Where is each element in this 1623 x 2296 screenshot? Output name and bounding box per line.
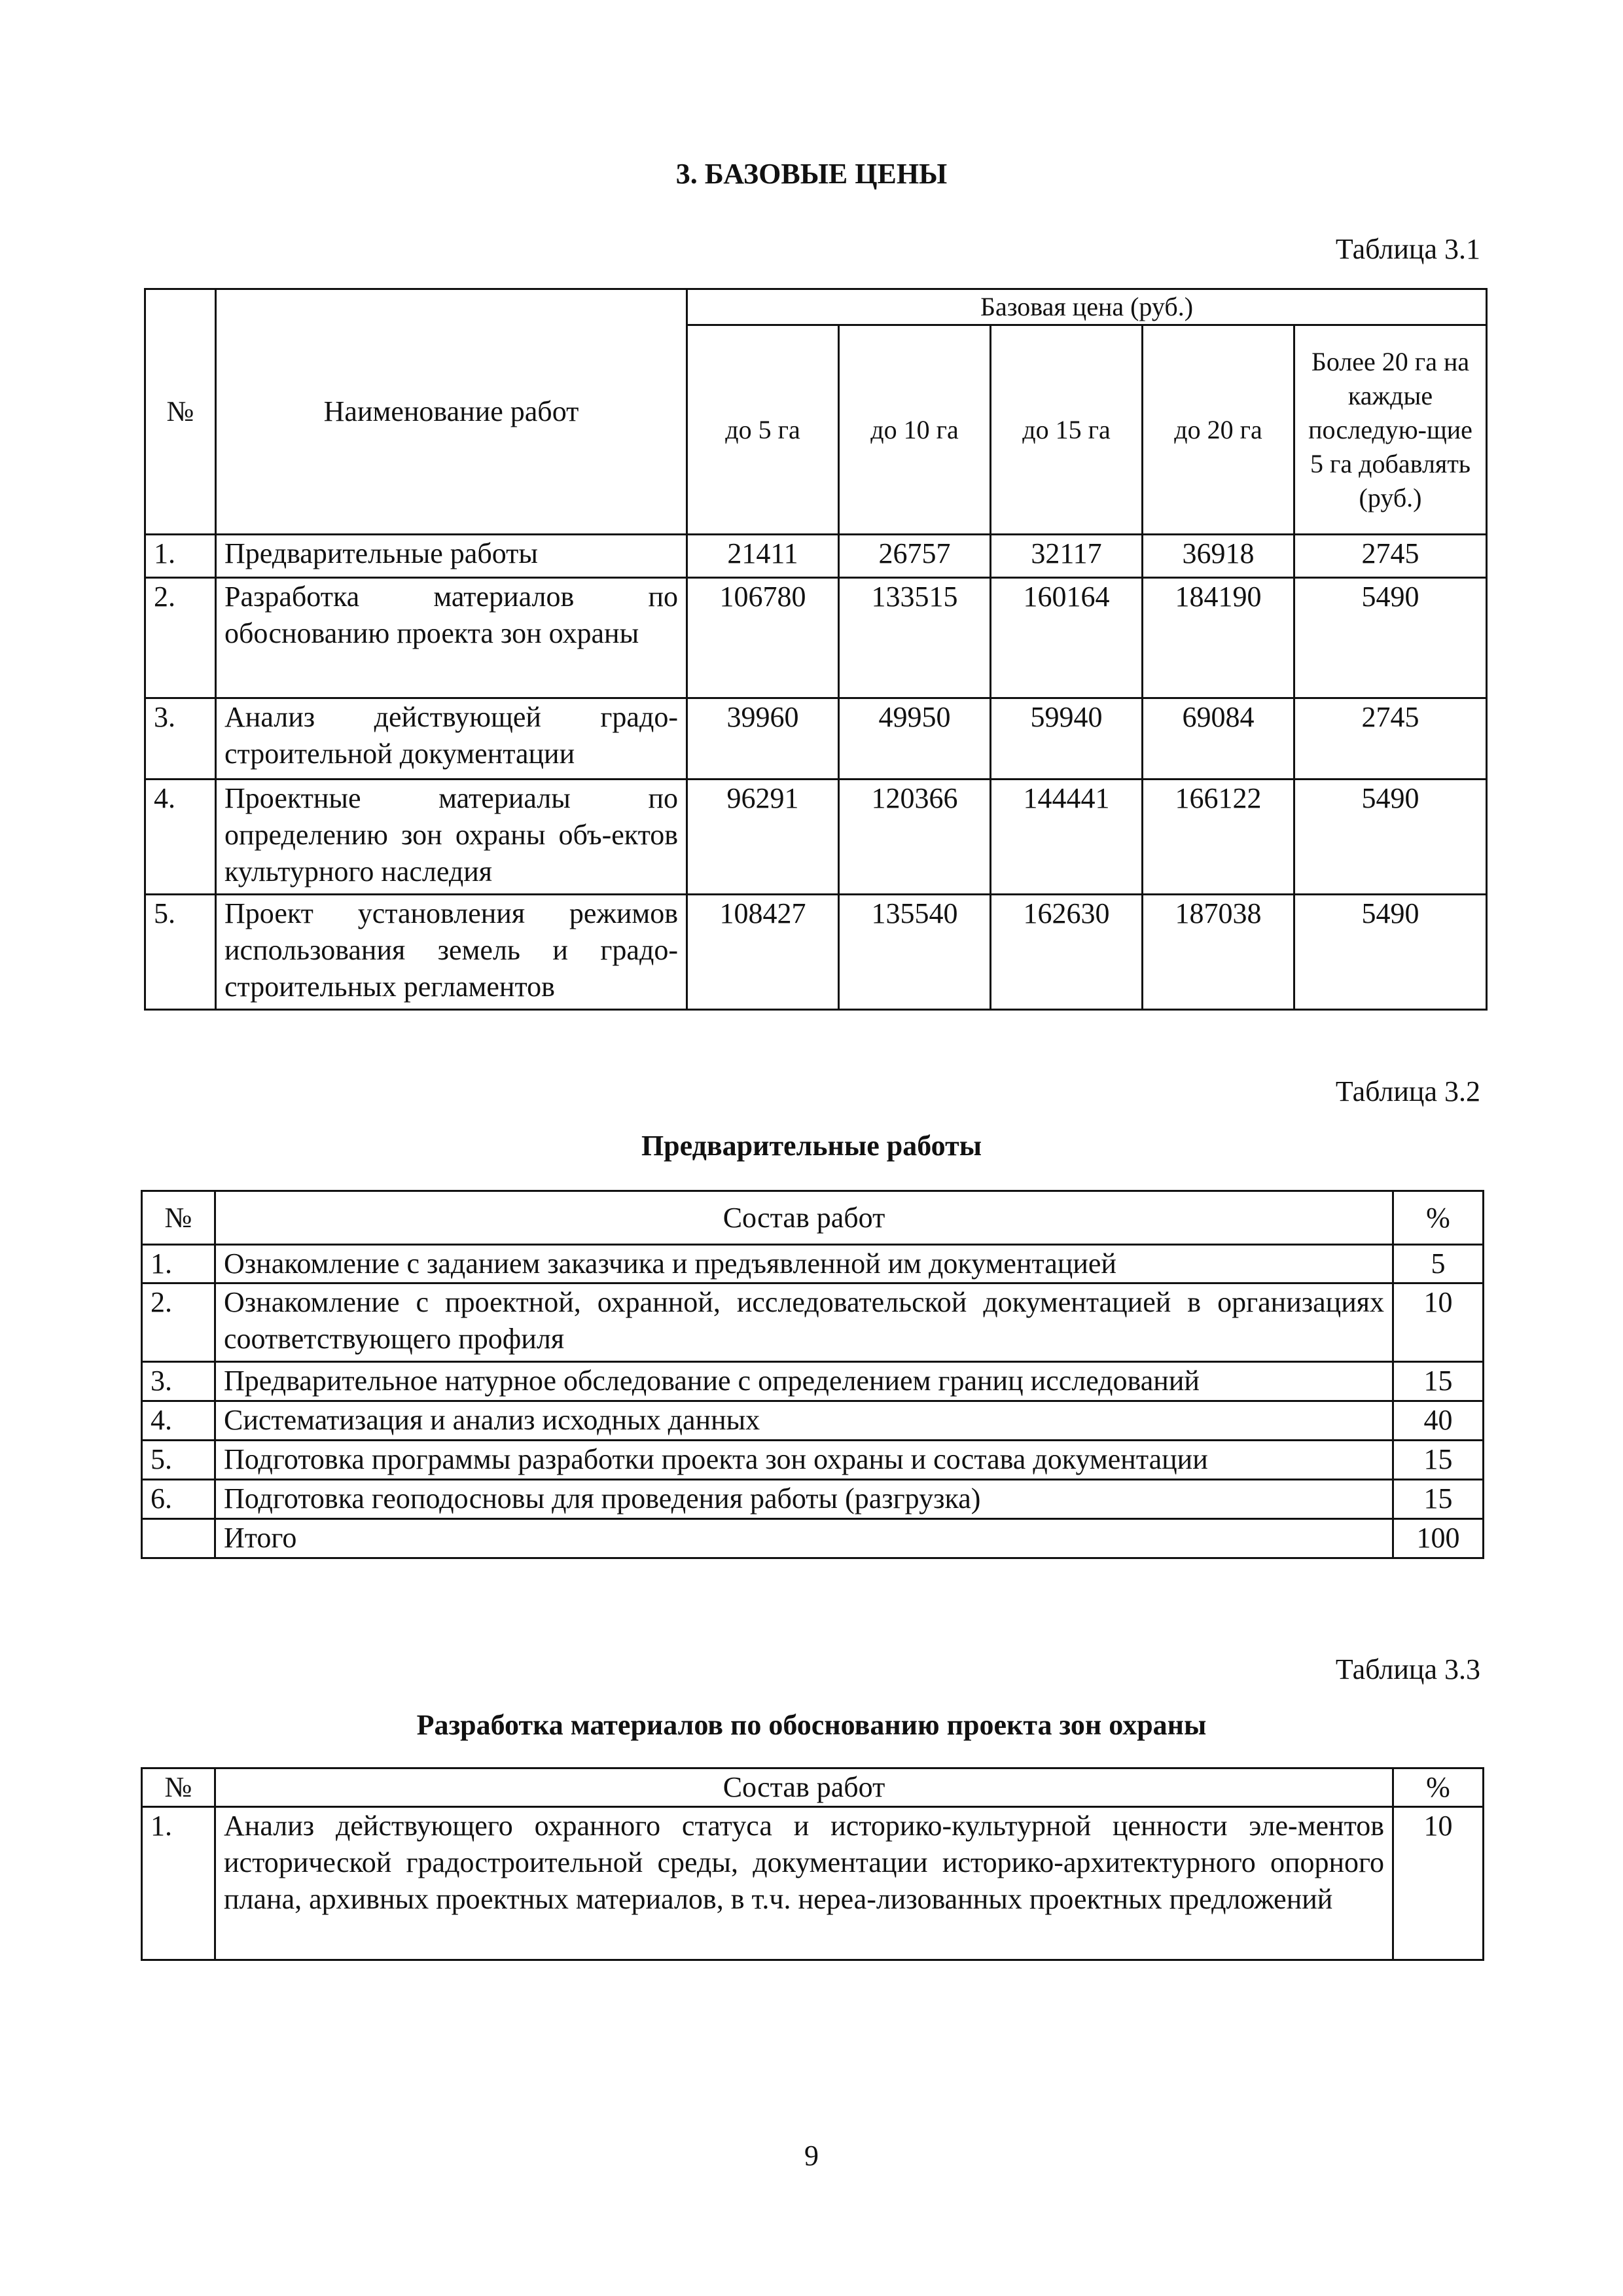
row-percent: 15	[1393, 1480, 1484, 1519]
row-percent: 15	[1393, 1441, 1484, 1480]
table-1-caption: Таблица 3.1	[1335, 233, 1480, 265]
row-work-name: Анализ действующей градо-строительной документации	[216, 698, 687, 780]
row-number: 4.	[142, 1401, 215, 1441]
header-percent: %	[1393, 1768, 1484, 1807]
table-row	[145, 578, 1487, 698]
protection-zone-works-table	[141, 1767, 1484, 1961]
row-number: 1.	[145, 535, 216, 578]
header-work: Состав работ	[215, 1768, 1393, 1807]
row-work: Систематизация и анализ исходных данных	[215, 1401, 1393, 1441]
price-15: 59940	[991, 698, 1143, 780]
table-row	[142, 1807, 1484, 1960]
price-over-20: 2745	[1294, 698, 1487, 780]
row-percent: 10	[1393, 1283, 1484, 1362]
price-over-20: 5490	[1294, 895, 1487, 1010]
row-percent: 10	[1393, 1807, 1484, 1960]
table-row	[142, 1441, 1484, 1480]
price-5: 108427	[687, 895, 839, 1010]
table-row	[145, 780, 1487, 895]
row-work: Подготовка геоподосновы для проведения работы (разгрузка)	[215, 1480, 1393, 1519]
row-number: 3.	[145, 698, 216, 780]
row-number: 3.	[142, 1362, 215, 1401]
row-work-name: Проектные материалы по определению зон охраны объ-ектов культурного наследия	[216, 780, 687, 895]
table-row	[142, 1283, 1484, 1362]
price-20: 187038	[1143, 895, 1294, 1010]
row-percent: 15	[1393, 1362, 1484, 1401]
price-10: 120366	[839, 780, 991, 895]
header-number: №	[142, 1191, 215, 1245]
table-row	[145, 698, 1487, 780]
section-title: 3. БАЗОВЫЕ ЦЕНЫ	[675, 158, 948, 190]
row-number: 1.	[142, 1807, 215, 1960]
price-10: 49950	[839, 698, 991, 780]
base-prices-table	[144, 288, 1488, 1011]
row-work-name: Разработка материалов по обоснованию проекта зон охраны	[216, 578, 687, 698]
header-percent: %	[1393, 1191, 1484, 1245]
row-number: 6.	[142, 1480, 215, 1519]
row-work: Анализ действующего охранного статуса и историко-культурной ценности эле-ментов исторической градостроительной среды, документации историко-архитектурного опорного плана, архивных проектных материалов, в т.ч. нереа-лизованных проектных предложений	[215, 1807, 1393, 1960]
row-percent: 40	[1393, 1401, 1484, 1441]
row-work: Ознакомление с проектной, охранной, исследовательской документацией в организациях соответствующего профиля	[215, 1283, 1393, 1362]
table-row	[145, 535, 1487, 578]
table-row	[142, 1362, 1484, 1401]
row-number: 5.	[145, 895, 216, 1010]
row-work: Подготовка программы разработки проекта зон охраны и состава документации	[215, 1441, 1393, 1480]
total-percent: 100	[1393, 1519, 1484, 1558]
price-5: 21411	[687, 535, 839, 578]
page-number: 9	[804, 2140, 819, 2172]
price-over-20: 2745	[1294, 535, 1487, 578]
price-10: 26757	[839, 535, 991, 578]
price-5: 39960	[687, 698, 839, 780]
table-3-caption: Таблица 3.3	[1335, 1653, 1480, 1685]
row-number: 2.	[145, 578, 216, 698]
price-5: 96291	[687, 780, 839, 895]
header-work: Состав работ	[215, 1191, 1393, 1245]
header-work-name: Наименование работ	[216, 289, 687, 535]
price-5: 106780	[687, 578, 839, 698]
price-10: 133515	[839, 578, 991, 698]
row-number	[142, 1519, 215, 1558]
price-15: 162630	[991, 895, 1143, 1010]
row-number: 1.	[142, 1245, 215, 1283]
header-up-to-15: до 15 га	[991, 325, 1143, 535]
price-10: 135540	[839, 895, 991, 1010]
row-percent: 5	[1393, 1245, 1484, 1283]
price-20: 36918	[1143, 535, 1294, 578]
table-row	[142, 1245, 1484, 1283]
table-row	[142, 1480, 1484, 1519]
row-number: 2.	[142, 1283, 215, 1362]
price-over-20: 5490	[1294, 578, 1487, 698]
table-2-caption: Таблица 3.2	[1335, 1075, 1480, 1107]
header-up-to-10: до 10 га	[839, 325, 991, 535]
table-row-total	[142, 1519, 1484, 1558]
price-20: 166122	[1143, 780, 1294, 895]
header-over-20: Более 20 га на каждые последую-щие 5 га добавлять (руб.)	[1294, 325, 1487, 535]
table-row	[145, 895, 1487, 1010]
header-base-price: Базовая цена (руб.)	[687, 289, 1487, 325]
price-15: 32117	[991, 535, 1143, 578]
header-number: №	[142, 1768, 215, 1807]
price-20: 184190	[1143, 578, 1294, 698]
price-over-20: 5490	[1294, 780, 1487, 895]
row-number: 4.	[145, 780, 216, 895]
table-3-title: Разработка материалов по обоснованию проекта зон охраны	[416, 1709, 1207, 1741]
row-work: Ознакомление с заданием заказчика и предъявленной им документацией	[215, 1245, 1393, 1283]
header-up-to-5: до 5 га	[687, 325, 839, 535]
header-number: №	[145, 289, 216, 535]
header-up-to-20: до 20 га	[1143, 325, 1294, 535]
row-work: Предварительное натурное обследование с определением границ исследований	[215, 1362, 1393, 1401]
price-15: 160164	[991, 578, 1143, 698]
row-number: 5.	[142, 1441, 215, 1480]
table-row	[142, 1401, 1484, 1441]
row-work-name: Предварительные работы	[216, 535, 687, 578]
price-15: 144441	[991, 780, 1143, 895]
row-work-name: Проект установления режимов использования земель и градо-строительных регламентов	[216, 895, 687, 1010]
price-20: 69084	[1143, 698, 1294, 780]
preliminary-works-table	[141, 1190, 1484, 1559]
table-2-title: Предварительные работы	[641, 1130, 982, 1162]
total-label: Итого	[215, 1519, 1393, 1558]
